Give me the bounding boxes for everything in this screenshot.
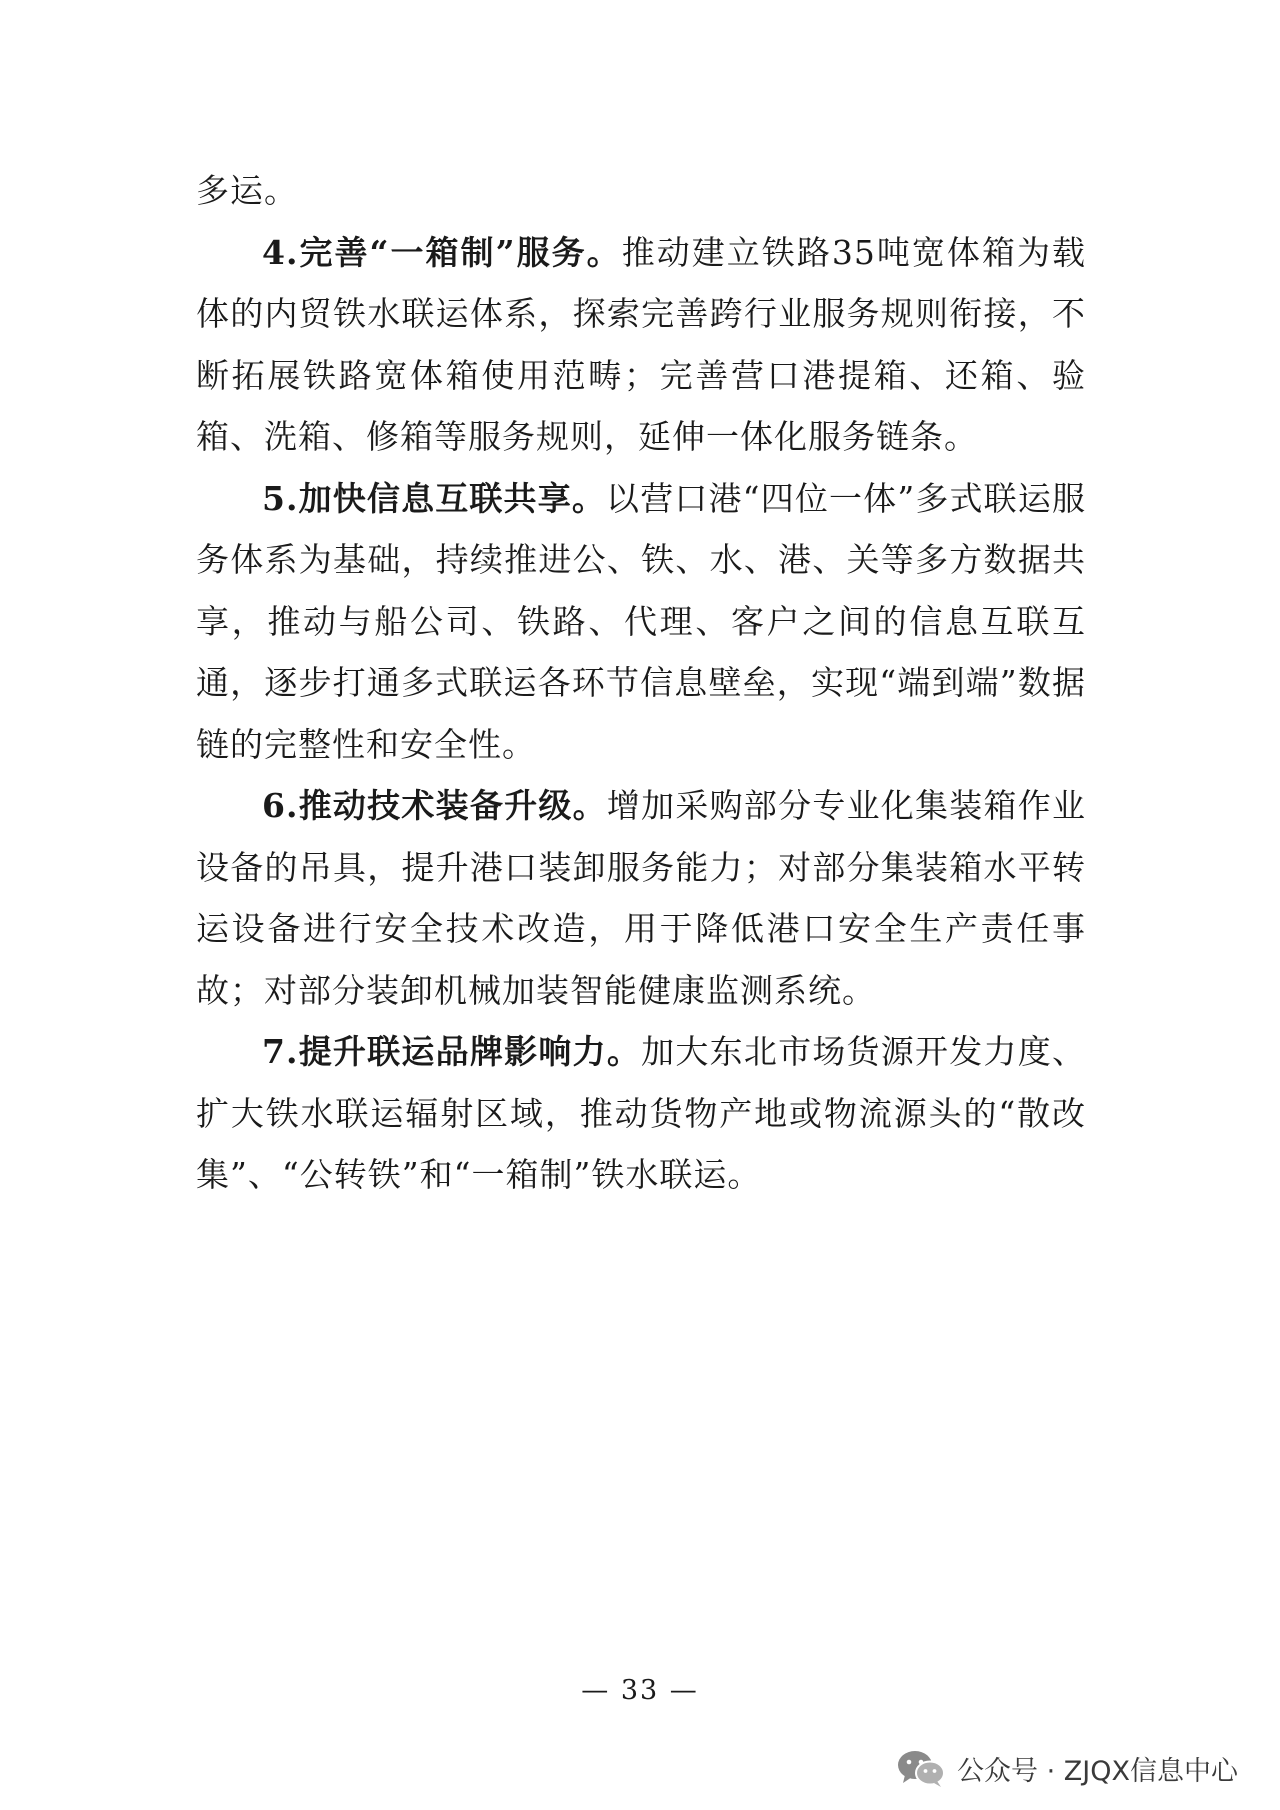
- paragraph-text: 增加采购部分专业化集装箱作业设备的吊具，提升港口装卸服务能力；对部分集装箱水平转运设备进行安全技术改造，用于降低港口安全生产责任事故；对部分装卸机械加装智能健康监测系统。: [196, 786, 1087, 1010]
- paragraph-item-7: [196, 1021, 1086, 1206]
- paragraph-text: 加大东北市场货源开发力度、扩大铁水联运辐射区域，推动货物产地或物流源头的“散改集”、“公转铁”和“一箱制”铁水联运。: [196, 1032, 1087, 1194]
- paragraph-item-5: [196, 468, 1086, 776]
- paragraph-text: 多运。: [196, 171, 298, 210]
- watermark-text: 公众号 · ZJQX信息中心: [957, 1755, 1238, 1787]
- paragraph-heading: 7.提升联运品牌影响力。: [262, 1032, 642, 1071]
- document-body: [196, 160, 1086, 1206]
- paragraph-text: 以营口港“四位一体”多式联运服务体系为基础，持续推进公、铁、水、港、关等多方数据共享，推动与船公司、铁路、代理、客户之间的信息互联互通，逐步打通多式联运各环节信息壁垒，实现“端到端”数据链的完整性和安全性。: [196, 478, 1087, 764]
- wechat-icon: [895, 1748, 947, 1788]
- paragraph-heading: 5.加快信息互联共享。: [262, 478, 607, 518]
- paragraph-heading: 4.完善“一箱制”服务。: [262, 232, 622, 272]
- paragraph-heading: 6.推动技术装备升级。: [262, 786, 607, 825]
- paragraph-item-4: [196, 222, 1086, 468]
- paragraph-text: 推动建立铁路35吨宽体箱为载体的内贸铁水联运体系，探索完善跨行业服务规则衔接，不断拓展铁路宽体箱使用范畴；完善营口港提箱、还箱、验箱、洗箱、修箱等服务规则，延伸一体化服务链条。: [196, 232, 1086, 456]
- paragraph-continuation: [196, 160, 1086, 222]
- page-number: — 33 —: [581, 1675, 699, 1706]
- paragraph-item-6: [196, 775, 1086, 1021]
- watermark: [895, 1748, 1238, 1788]
